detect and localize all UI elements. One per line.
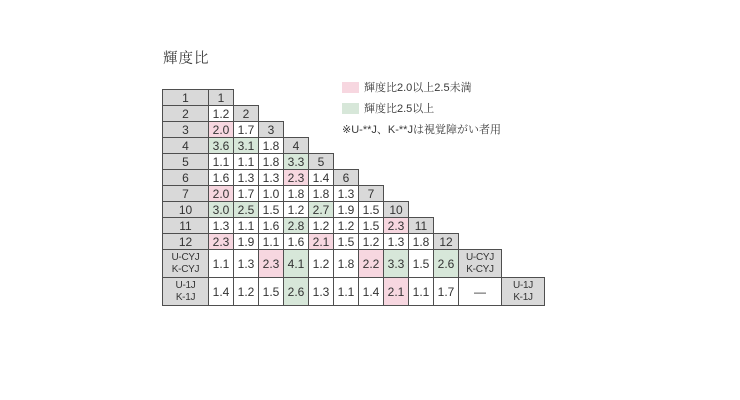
row-header: 1 [163, 90, 209, 106]
matrix-cell: 1.6 [284, 234, 309, 250]
matrix-cell: 2.5 [234, 202, 259, 218]
matrix-cell: 1.8 [284, 186, 309, 202]
diagonal-header: U-CYJ K-CYJ [459, 250, 502, 278]
matrix-cell: 3.0 [209, 202, 234, 218]
diagonal-header: U-1J K-1J [502, 278, 545, 306]
matrix-cell: 1.6 [259, 218, 284, 234]
table-row [163, 154, 545, 170]
matrix-cell: 1.1 [234, 154, 259, 170]
diagonal-header: 3 [259, 122, 284, 138]
matrix-cell: 1.9 [334, 202, 359, 218]
table-row [163, 234, 545, 250]
matrix-cell: 1.1 [259, 234, 284, 250]
legend-label-green: 輝度比2.5以上 [364, 103, 435, 115]
row-header: U-CYJ K-CYJ [163, 250, 209, 278]
matrix-cell: 2.3 [209, 234, 234, 250]
table-row [163, 278, 545, 306]
matrix-cell: 1.8 [259, 138, 284, 154]
matrix-cell: 1.7 [434, 278, 459, 306]
matrix-cell: 1.7 [234, 186, 259, 202]
matrix-cell: 1.3 [209, 218, 234, 234]
matrix-cell: 2.6 [434, 250, 459, 278]
matrix-cell: 1.2 [234, 278, 259, 306]
matrix-cell: 1.2 [209, 106, 234, 122]
matrix-cell: 1.5 [359, 202, 384, 218]
diagonal-header: 12 [434, 234, 459, 250]
table-row [163, 186, 545, 202]
matrix-cell: 4.1 [284, 250, 309, 278]
diagonal-header: 10 [384, 202, 409, 218]
table-row [163, 90, 545, 106]
matrix-cell: 1.0 [259, 186, 284, 202]
row-header: 11 [163, 218, 209, 234]
table-row [163, 106, 545, 122]
matrix-cell: 1.5 [259, 278, 284, 306]
diagonal-header: 11 [409, 218, 434, 234]
row-header: 5 [163, 154, 209, 170]
table-row [163, 250, 545, 278]
matrix-cell: 1.1 [234, 218, 259, 234]
matrix-cell: 1.7 [234, 122, 259, 138]
legend-note: ※U-**J、K-**Jは視覚障がい者用 [342, 124, 501, 136]
diagonal-header: 2 [234, 106, 259, 122]
matrix-cell: 2.1 [309, 234, 334, 250]
row-header: 4 [163, 138, 209, 154]
matrix-cell: 2.6 [284, 278, 309, 306]
table-row [163, 122, 545, 138]
matrix-cell: 1.4 [359, 278, 384, 306]
matrix-cell: 1.5 [259, 202, 284, 218]
matrix-cell: 2.0 [209, 122, 234, 138]
matrix-cell: 1.3 [309, 278, 334, 306]
matrix-cell: 1.5 [409, 250, 434, 278]
row-header: 2 [163, 106, 209, 122]
matrix-cell: 1.2 [309, 218, 334, 234]
diagonal-header: 4 [284, 138, 309, 154]
matrix-cell: 3.6 [209, 138, 234, 154]
legend-label-pink: 輝度比2.0以上2.5未満 [364, 82, 472, 94]
matrix-cell: 1.3 [384, 234, 409, 250]
matrix-cell: 2.3 [259, 250, 284, 278]
matrix-cell: 1.8 [259, 154, 284, 170]
matrix-cell: 1.3 [234, 250, 259, 278]
row-header: 6 [163, 170, 209, 186]
page-title: 輝度比 [163, 51, 210, 67]
matrix-cell: 2.1 [384, 278, 409, 306]
dash-cell: — [459, 278, 502, 306]
matrix-cell: 1.4 [209, 278, 234, 306]
matrix-cell: 1.2 [284, 202, 309, 218]
matrix-cell: 3.3 [284, 154, 309, 170]
matrix-cell: 2.3 [284, 170, 309, 186]
matrix-cell: 1.3 [234, 170, 259, 186]
matrix-cell: 2.7 [309, 202, 334, 218]
diagonal-header: 1 [209, 90, 234, 106]
luminance-ratio-table [162, 89, 545, 306]
matrix-cell: 1.1 [209, 154, 234, 170]
matrix-cell: 1.5 [359, 218, 384, 234]
matrix-cell: 1.8 [309, 186, 334, 202]
matrix-cell: 2.3 [384, 218, 409, 234]
matrix-cell: 1.2 [359, 234, 384, 250]
matrix-cell: 1.8 [334, 250, 359, 278]
matrix-cell: 2.0 [209, 186, 234, 202]
diagonal-header: 5 [309, 154, 334, 170]
matrix-cell: 2.2 [359, 250, 384, 278]
table-row [163, 138, 545, 154]
matrix-cell: 3.1 [234, 138, 259, 154]
matrix-cell: 1.6 [209, 170, 234, 186]
matrix-cell: 1.9 [234, 234, 259, 250]
matrix-cell: 1.1 [334, 278, 359, 306]
table-row [163, 218, 545, 234]
table-row [163, 202, 545, 218]
matrix-table [162, 89, 545, 306]
matrix-cell: 1.1 [209, 250, 234, 278]
matrix-cell: 2.8 [284, 218, 309, 234]
matrix-cell: 1.2 [309, 250, 334, 278]
diagonal-header: 7 [359, 186, 384, 202]
row-header: 7 [163, 186, 209, 202]
row-header: 12 [163, 234, 209, 250]
row-header: 10 [163, 202, 209, 218]
table-row [163, 170, 545, 186]
matrix-cell: 1.8 [409, 234, 434, 250]
matrix-cell: 1.3 [259, 170, 284, 186]
row-header: 3 [163, 122, 209, 138]
matrix-cell: 1.1 [409, 278, 434, 306]
matrix-cell: 1.4 [309, 170, 334, 186]
matrix-cell: 1.5 [334, 234, 359, 250]
matrix-cell: 1.2 [334, 218, 359, 234]
row-header: U-1J K-1J [163, 278, 209, 306]
matrix-cell: 3.3 [384, 250, 409, 278]
diagonal-header: 6 [334, 170, 359, 186]
matrix-cell: 1.3 [334, 186, 359, 202]
